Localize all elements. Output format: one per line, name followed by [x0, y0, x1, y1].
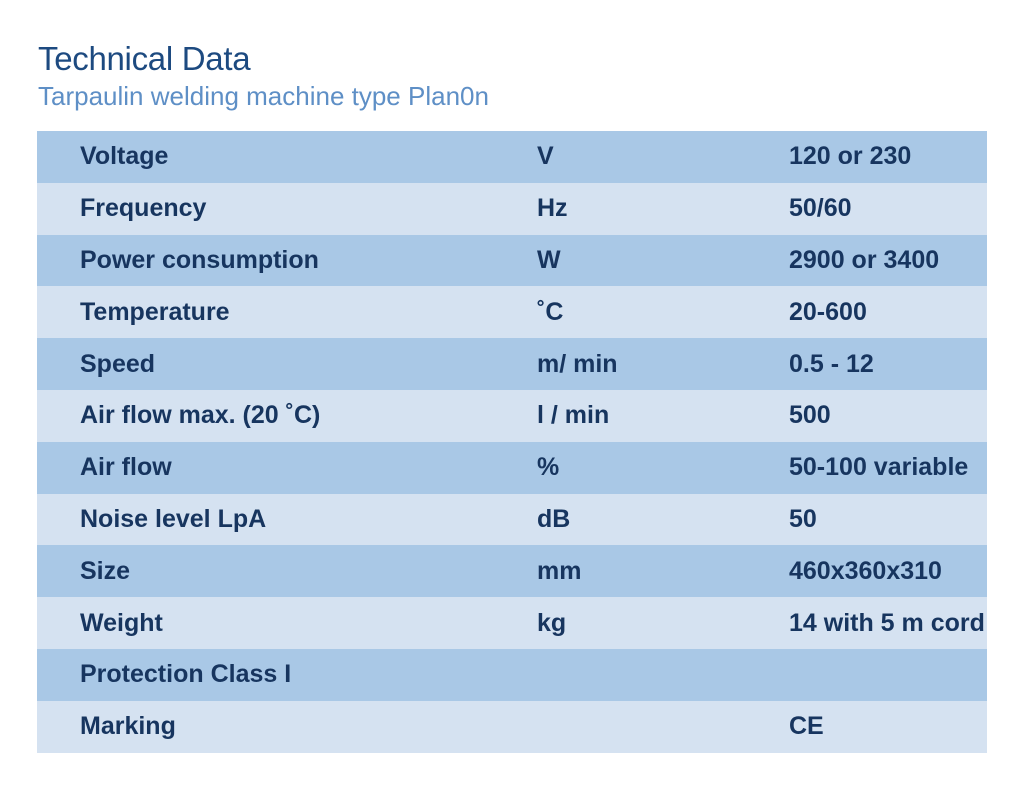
table-row-marking — [37, 701, 987, 753]
spec-unit: % — [537, 442, 789, 494]
page-title: Technical Data — [38, 40, 251, 77]
table-row-power-consumption — [37, 235, 987, 287]
spec-name: Air flow — [37, 442, 537, 494]
spec-unit: W — [537, 235, 789, 287]
spec-name: Voltage — [37, 131, 537, 183]
spec-name: Weight — [37, 597, 537, 649]
table-row-air-flow — [37, 442, 987, 494]
spec-unit: l / min — [537, 390, 789, 442]
spec-unit — [537, 649, 789, 701]
spec-value: 14 with 5 m cord — [789, 597, 987, 649]
table-row-weight — [37, 597, 987, 649]
spec-value: 460x360x310 — [789, 545, 987, 597]
spec-value: 50 — [789, 494, 987, 546]
spec-value — [789, 649, 987, 701]
spec-value: 500 — [789, 390, 987, 442]
spec-value: 20-600 — [789, 286, 987, 338]
table-row-noise-level — [37, 494, 987, 546]
spec-name: Noise level LpA — [37, 494, 537, 546]
spec-value: 50-100 variable — [789, 442, 987, 494]
table-body — [37, 131, 987, 753]
spec-name: Size — [37, 545, 537, 597]
spec-name: Temperature — [37, 286, 537, 338]
page-subtitle: Tarpaulin welding machine type Plan0n — [38, 81, 489, 111]
table-row-temperature — [37, 286, 987, 338]
spec-name: Frequency — [37, 183, 537, 235]
spec-name: Marking — [37, 701, 537, 753]
spec-unit: mm — [537, 545, 789, 597]
table-row-size — [37, 545, 987, 597]
spec-name: Air flow max. (20 ˚C) — [37, 390, 537, 442]
table-row-protection-class — [37, 649, 987, 701]
spec-unit: ˚C — [537, 286, 789, 338]
table-row-frequency — [37, 183, 987, 235]
spec-unit: V — [537, 131, 789, 183]
spec-unit: dB — [537, 494, 789, 546]
spec-unit: Hz — [537, 183, 789, 235]
spec-unit: m/ min — [537, 338, 789, 390]
table-row-air-flow-max — [37, 390, 987, 442]
spec-name: Speed — [37, 338, 537, 390]
spec-value: 50/60 — [789, 183, 987, 235]
spec-value: CE — [789, 701, 987, 753]
spec-unit: kg — [537, 597, 789, 649]
spec-name: Protection Class I — [37, 649, 537, 701]
table-row-voltage — [37, 131, 987, 183]
spec-value: 0.5 - 12 — [789, 338, 987, 390]
technical-data-table — [37, 131, 987, 753]
spec-value: 2900 or 3400 — [789, 235, 987, 287]
spec-name: Power consumption — [37, 235, 537, 287]
spec-unit — [537, 701, 789, 753]
table-row-speed — [37, 338, 987, 390]
spec-value: 120 or 230 — [789, 131, 987, 183]
